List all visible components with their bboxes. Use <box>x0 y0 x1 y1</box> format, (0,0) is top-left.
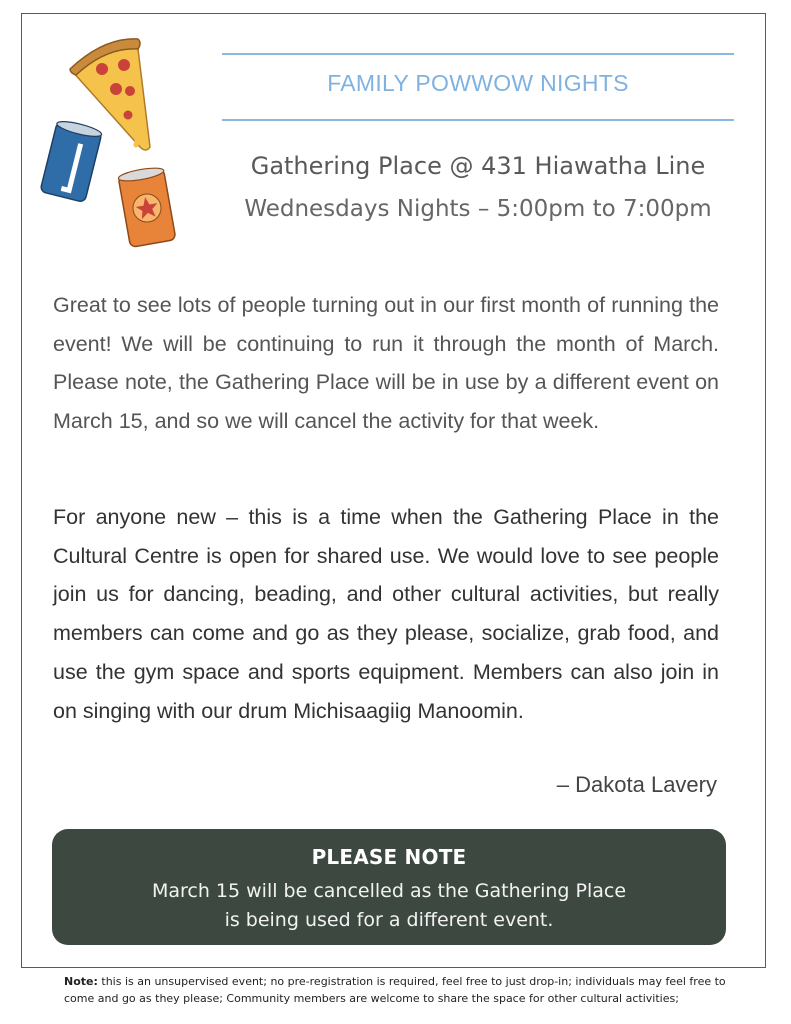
footnote-label: Note: <box>64 975 98 988</box>
notice-line: is being used for a different event. <box>224 909 554 931</box>
announcement-paragraph: Great to see lots of people turning out in our first month of running the event! We will be continuing to run it through the month of March. Please note, the Gathering Place will be in use by a different event on March 15, and so we will cancel the activity for that week. <box>53 293 719 434</box>
description-paragraph: For anyone new – this is a time when the Gathering Place in the Cultural Centre is open for shared use. We would love to see people join us for dancing, beading, and other cultural activities, but really members can come and go as they please, socialize, grab food, and use the gym space and sports equipment. Members can also join in on singing with our drum Michisaagiig Manoomin. <box>53 505 719 723</box>
blue-soda-can-icon <box>38 120 104 204</box>
orange-soda-can-icon <box>114 166 180 250</box>
footnote-text: this is an unsupervised event; no pre-registration is required, feel free to just drop-in; individuals may feel free to come and go as they please; Community members are welcome to share the space for other cultural activities; <box>64 975 726 1005</box>
please-note-box <box>52 829 726 945</box>
notice-line: March 15 will be cancelled as the Gathering Place <box>151 880 627 902</box>
event-title: FAMILY POWWOW NIGHTS <box>327 70 629 96</box>
title-rule-bottom <box>222 119 734 121</box>
notice-title: PLEASE NOTE <box>311 845 467 869</box>
event-schedule: Wednesdays Nights – 5:00pm to 7:00pm <box>244 196 712 222</box>
title-rule-top <box>222 53 734 55</box>
footnote <box>64 973 744 1007</box>
venue-address: Gathering Place @ 431 Hiawatha Line <box>250 152 706 180</box>
author-signature: – Dakota Lavery <box>556 772 717 797</box>
